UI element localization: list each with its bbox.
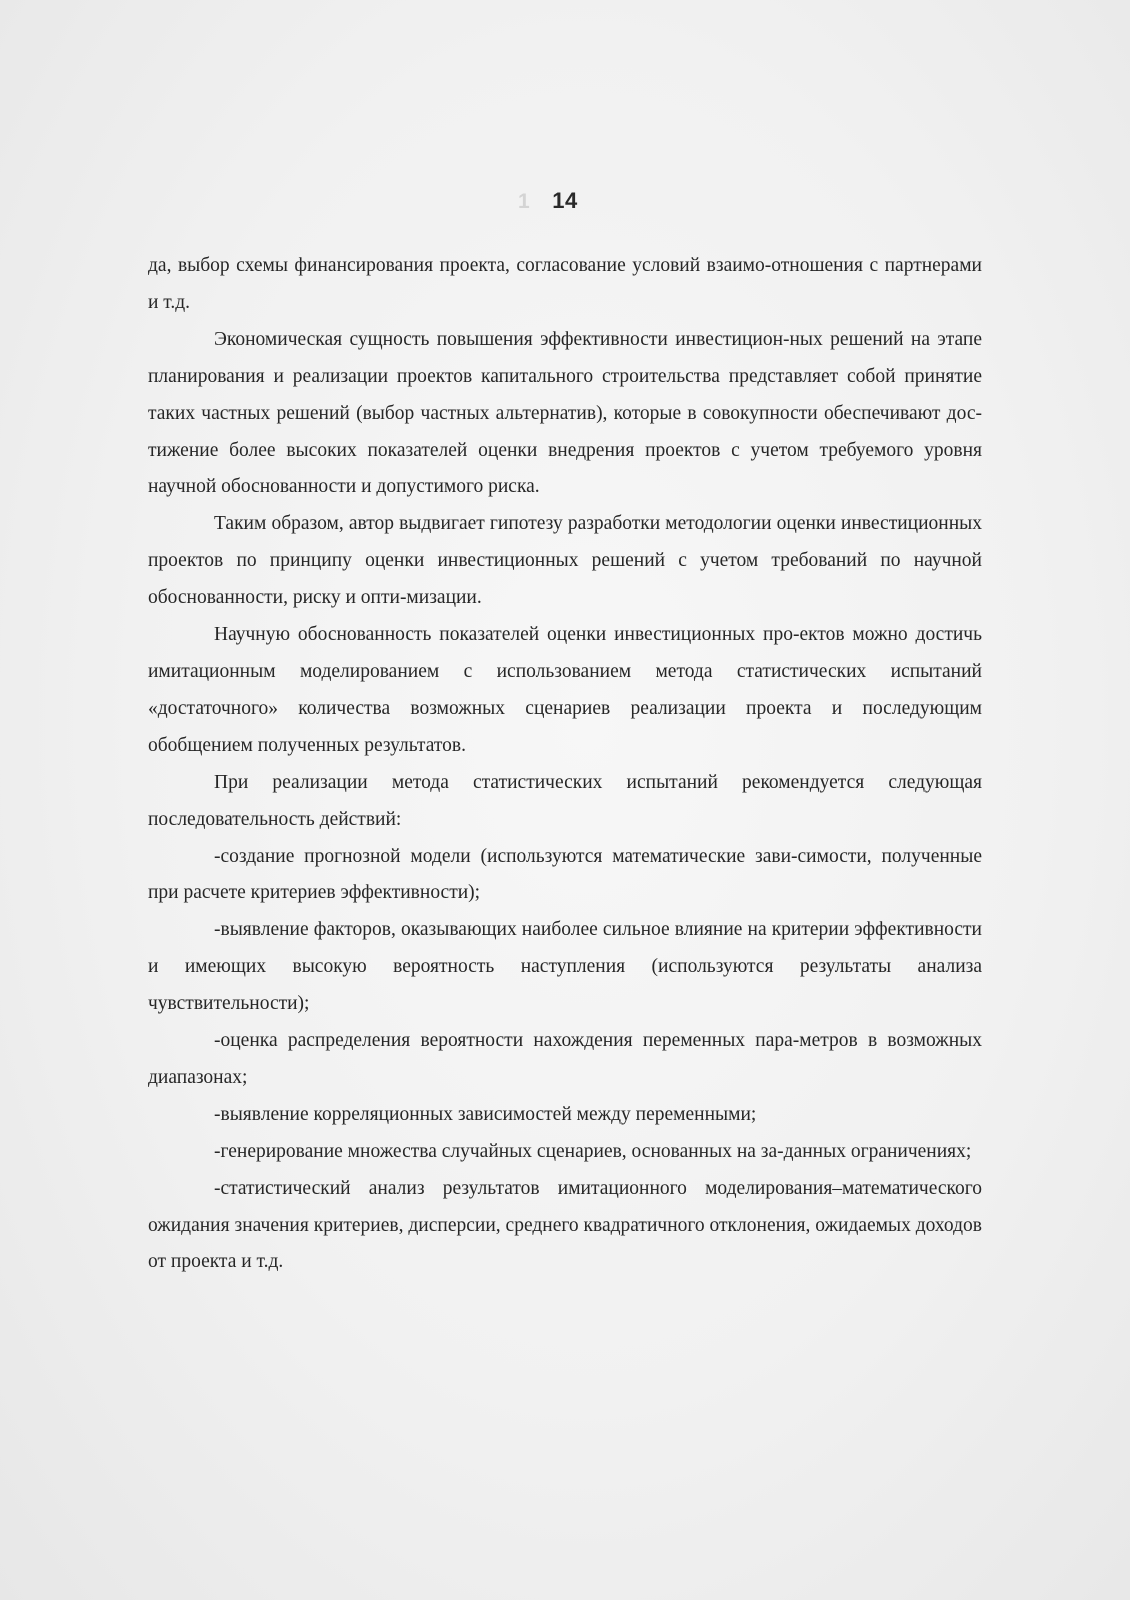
paragraph: Научную обоснованность показателей оценки инвестиционных про-ектов можно достичь имитационным моделированием с использованием метода статистических испытаний «достаточного» количества возможных сценариев реализации проекта и последующим обобщением полученных результатов. xyxy=(148,624,982,756)
paragraph: При реализации метода статистических испытаний рекомендуется следующая последовательность действий: xyxy=(148,771,982,830)
paragraph-continuation: да, выбор схемы финансирования проекта, согласование условий взаимо-отношения с партнерами и т.д. xyxy=(148,255,982,313)
list-item: -оценка распределения вероятности нахождения переменных пара-метров в возможных диапазонах; xyxy=(148,1030,982,1088)
bleed-through-mark: 1 xyxy=(518,190,530,213)
list-item: -создание прогнозной модели (используются математические зави-симости, полученные при расчете критериев эффективности); xyxy=(148,845,982,904)
page-number: 14 xyxy=(552,188,578,213)
paragraph: Таким образом, автор выдвигает гипотезу разработки методологии оценки инвестиционных проектов по принципу оценки инвестиционных решений с учетом требований по научной обоснованности, риску и опти-мизации. xyxy=(148,513,982,609)
body-text xyxy=(148,248,982,1281)
list-item: -статистический анализ результатов имитационного моделирования–математического ожидания значения критериев, дисперсии, среднего квадратичного отклонения, ожидаемых доходов от проекта и т.д. xyxy=(148,1177,982,1273)
list-item: -выявление факторов, оказывающих наиболее сильное влияние на критерии эффективности и имеющих высокую вероятность наступления (используются результаты анализа чувствительности); xyxy=(148,919,982,1015)
list-item: -генерирование множества случайных сценариев, основанных на за-данных ограничениях; xyxy=(214,1140,972,1162)
paragraph: Экономическая сущность повышения эффективности инвестицион-ных решений на этапе планирования и реализации проектов капитального строительства представляет собой принятие таких частных решений (выбор частных альтернатив), которые в совокупности обеспечивают дос-тижение более высоких показателей оценки внедрения проектов с учетом требуемого уровня научной обоснованности и допустимого риска. xyxy=(148,328,982,498)
list-item: -выявление корреляционных зависимостей между переменными; xyxy=(214,1103,757,1125)
